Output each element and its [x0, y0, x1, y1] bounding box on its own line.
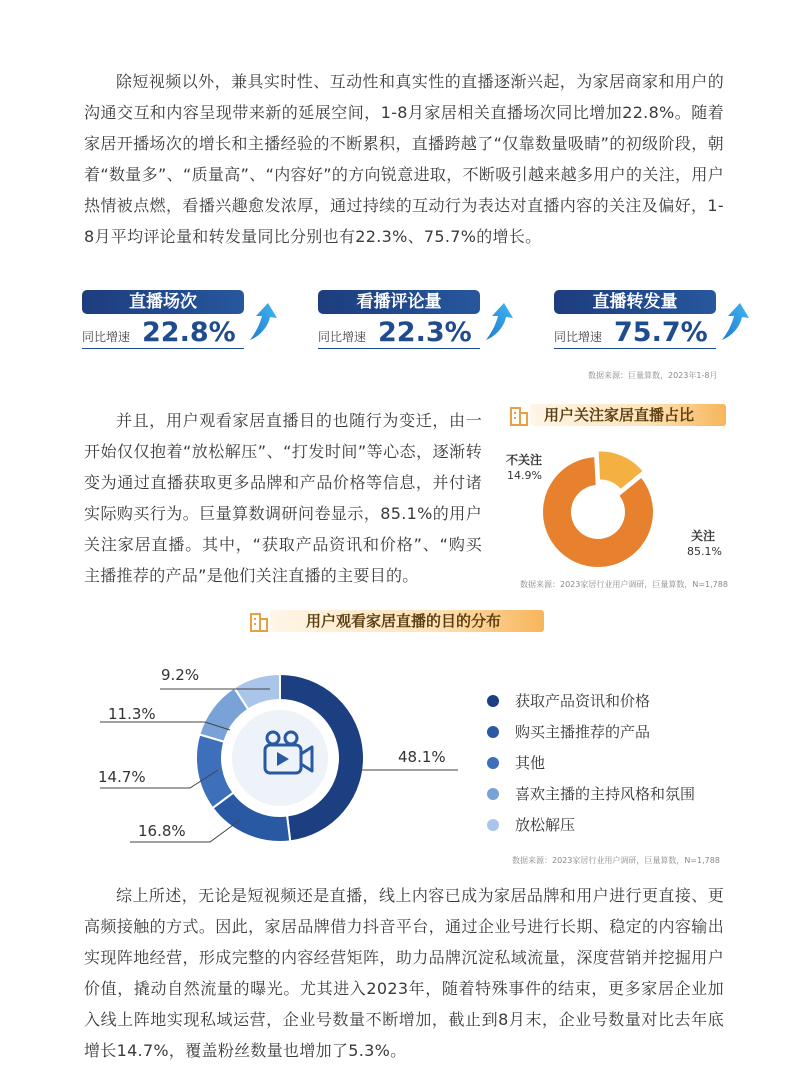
- attention-label: 关注: [691, 529, 716, 543]
- stat-value: 22.8%: [142, 317, 236, 348]
- stat-comments: [318, 290, 518, 352]
- donut-slice-2: [196, 734, 233, 808]
- purpose-legend: [487, 690, 695, 845]
- attention-paragraph: 并且，用户观看家居直播目的也随行为变迁，由一开始仅仅抱着“放松解压”、“打发时间”等心态，逐渐转变为通过直播获取更多品牌和产品价格等信息，并付诸实际购买行为。巨量算数调研问卷显示，85.1%的用户关注家居直播。其中，“获取产品资讯和价格”、“购买主播推荐的产品”是他们关注直播的主要目的。: [84, 411, 482, 585]
- legend-dot: [487, 788, 499, 800]
- stat-underline: [318, 348, 480, 349]
- pct-host-style: 11.3%: [108, 705, 156, 723]
- stat-value: 75.7%: [614, 317, 708, 348]
- stat-shares: [554, 290, 754, 352]
- stat-title: 直播转发量: [554, 290, 716, 314]
- purpose-title-text: 用户观看家居直播的目的分布: [270, 610, 544, 632]
- stat-live-sessions: [82, 290, 282, 352]
- legend-dot: [487, 819, 499, 831]
- stats-source: 数据来源：巨量算数，2023年1-8月: [588, 371, 718, 380]
- pct-get-info: 48.1%: [398, 748, 446, 766]
- attention-source: 数据来源：2023家居行业用户调研，巨量算数，N=1,788: [520, 580, 728, 589]
- legend-item: 其他: [487, 752, 695, 783]
- not-attention-value: 14.9%: [507, 469, 542, 482]
- stat-value: 22.3%: [378, 317, 472, 348]
- intro-paragraph: 除短视频以外，兼具实时性、互动性和真实性的直播逐渐兴起，为家居商家和用户的沟通交互和内容呈现带来新的延展空间，1-8月家居相关直播场次同比增加22.8%。随着家居开播场次的增长和主播经验的不断累积，直播跨越了“仅靠数量吸睛”的初级阶段，朝着“数量多”、“质量高”、“内容好”的方向锐意进取，不断吸引越来越多用户的关注，用户热情被点燃，看播兴趣愈发浓厚，通过持续的互动行为表达对直播内容的关注及偏好，1-8月平均评论量和转发量同比分别也有22.3%、75.7%的增长。: [84, 72, 724, 246]
- stat-title: 直播场次: [82, 290, 244, 314]
- pct-relax: 9.2%: [161, 666, 200, 684]
- building-icon: [508, 402, 530, 428]
- stat-label: 同比增速: [554, 330, 603, 344]
- attention-chart-title: [508, 404, 726, 426]
- legend-dot: [487, 695, 499, 707]
- stat-label: 同比增速: [318, 330, 367, 344]
- attention-title-text: 用户关注家居直播占比: [530, 404, 726, 426]
- up-arrow-icon: [720, 302, 750, 342]
- stat-underline: [554, 348, 716, 349]
- attention-value: 85.1%: [687, 545, 722, 558]
- pct-buy-recommended: 16.8%: [138, 822, 186, 840]
- not-attention-label: 不关注: [506, 453, 543, 467]
- up-arrow-icon: [484, 302, 514, 342]
- legend-item: 购买主播推荐的产品: [487, 721, 695, 752]
- stat-label: 同比增速: [82, 330, 131, 344]
- pct-other: 14.7%: [98, 768, 146, 786]
- stat-title: 看播评论量: [318, 290, 480, 314]
- purpose-source: 数据来源：2023家居行业用户调研，巨量算数，N=1,788: [512, 856, 720, 865]
- summary-paragraph: 综上所述，无论是短视频还是直播，线上内容已成为家居品牌和用户进行更直接、更高频接触的方式。因此，家居品牌借力抖音平台，通过企业号进行长期、稳定的内容输出实现阵地经营，形成完整的内容经营矩阵，助力品牌沉淀私域流量，深度营销并挖掘用户价值，撬动自然流量的曝光。尤其进入2023年，随着特殊事件的结束，更多家居企业加入线上阵地实现私域运营，企业号数量不断增加，截止到8月末，企业号数量对比去年底增长14.7%，覆盖粉丝数量也增加了5.3%。: [84, 886, 724, 1060]
- building-icon: [248, 608, 270, 634]
- up-arrow-icon: [248, 302, 278, 342]
- purpose-chart-title: [248, 610, 544, 632]
- legend-item: 获取产品资讯和价格: [487, 690, 695, 721]
- stat-underline: [82, 348, 244, 349]
- legend-item: 喜欢主播的主持风格和氛围: [487, 783, 695, 814]
- legend-dot: [487, 757, 499, 769]
- legend-dot: [487, 726, 499, 738]
- legend-item: 放松解压: [487, 814, 695, 845]
